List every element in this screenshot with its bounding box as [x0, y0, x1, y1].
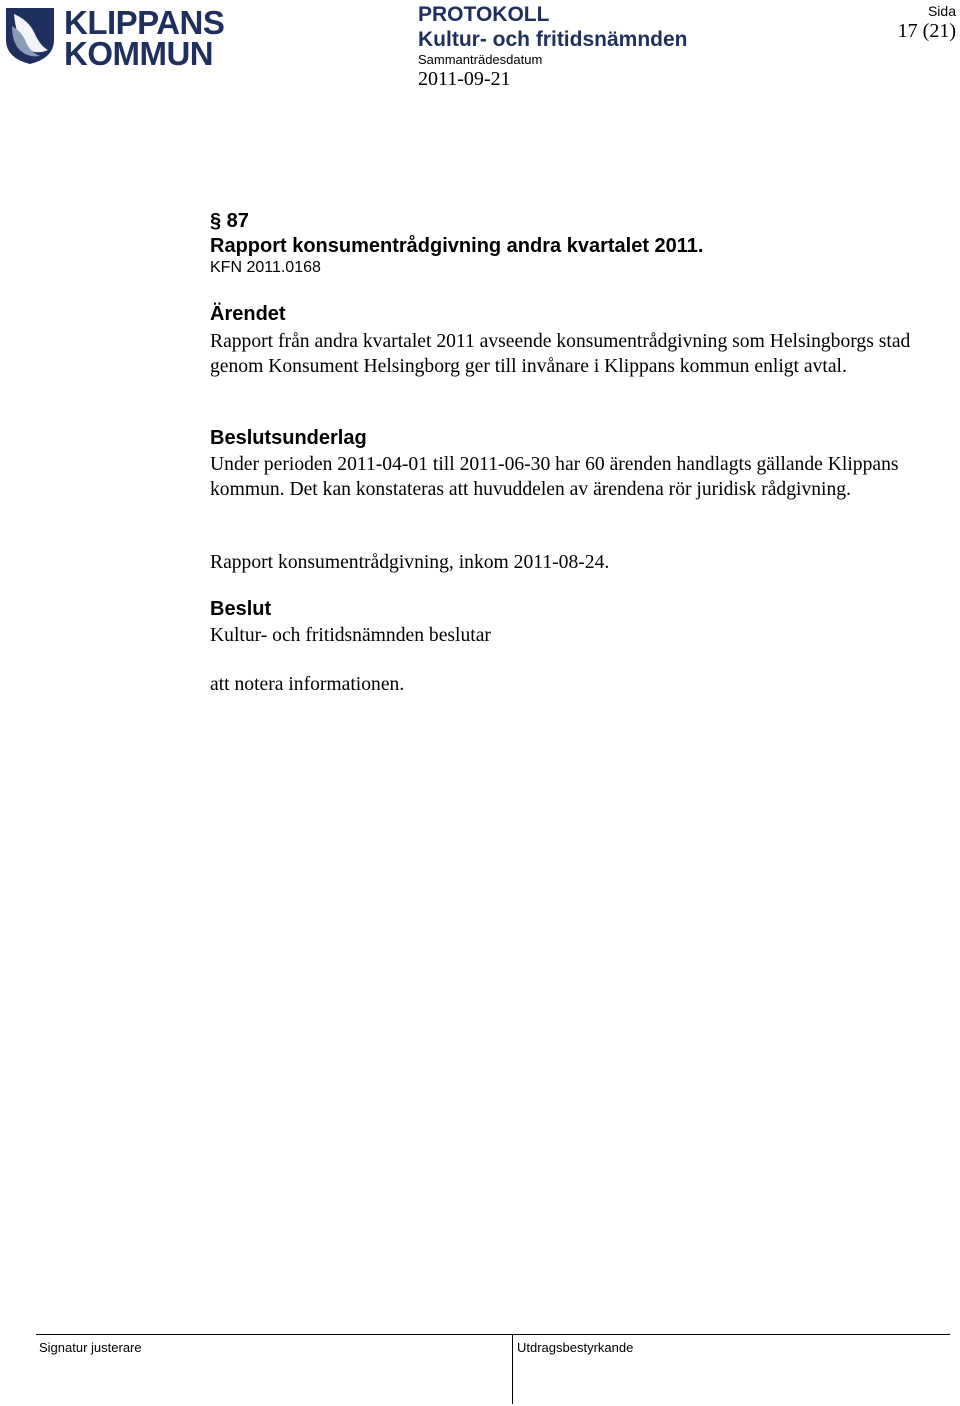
- section-text-beslutsunderlag: Under perioden 2011-04-01 till 2011-06-30 har 60 ärenden handlagts gällande Klippans kommun. Det kan konstateras att huvuddelen av ärendena rör juridisk rådgivning.: [210, 454, 899, 500]
- footer-column-divider: [512, 1334, 513, 1404]
- decision-intro: Kultur- och fritidsnämnden beslutar: [210, 625, 491, 646]
- logo-text-line1: KLIPPANS: [64, 4, 225, 41]
- certification-label: Utdragsbestyrkande: [517, 1340, 634, 1355]
- attachment-reference: Rapport konsumentrådgivning, inkom 2011-08-24.: [210, 552, 610, 573]
- meeting-date: 2011-09-21: [418, 68, 511, 90]
- page-label: Sida: [927, 3, 956, 19]
- signature-label: Signatur justerare: [39, 1340, 142, 1355]
- section-heading-beslutsunderlag: Beslutsunderlag: [210, 427, 367, 449]
- municipality-logo: [4, 4, 225, 72]
- logo-text-line2: KOMMUN: [64, 35, 214, 72]
- board-name: Kultur- och fritidsnämnden: [418, 28, 688, 51]
- page-number: 17 (21): [897, 20, 956, 42]
- footer-divider: [36, 1334, 950, 1335]
- meeting-date-label: Sammanträdesdatum: [418, 52, 543, 67]
- section-heading-arendet: Ärendet: [210, 303, 286, 325]
- decision-text: att notera informationen.: [210, 674, 405, 695]
- document-type: PROTOKOLL: [418, 3, 550, 26]
- shield-emblem-icon: [4, 6, 56, 66]
- section-text-arendet: Rapport från andra kvartalet 2011 avseende konsumentrådgivning som Helsingborgs stad genom Konsument Helsingborg ger till invånare i Klippans kommun enligt avtal.: [210, 331, 911, 377]
- section-heading-beslut: Beslut: [210, 598, 272, 620]
- reference-number: KFN 2011.0168: [210, 259, 321, 276]
- item-title: Rapport konsumentrådgivning andra kvartalet 2011.: [210, 235, 704, 257]
- paragraph-number: § 87: [210, 210, 249, 232]
